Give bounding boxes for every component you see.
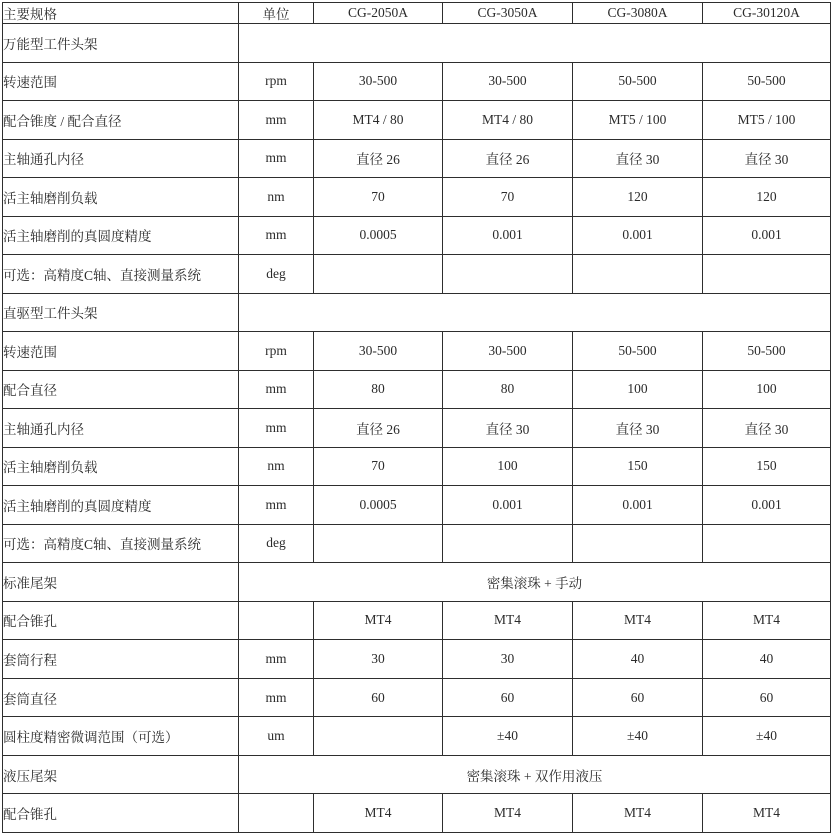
- header-model-cg2050a: CG-2050A: [314, 3, 443, 24]
- row-label: 配合锥度 / 配合直径: [3, 101, 239, 140]
- value-cell: [573, 255, 703, 294]
- row-label: 可选：高精度C轴、直接测量系统: [3, 524, 239, 563]
- table-row: [3, 409, 831, 448]
- value-cell: ±40: [703, 717, 831, 756]
- value-cell: 0.001: [443, 486, 573, 525]
- value-cell: 直径 30: [573, 139, 703, 178]
- table-row: [3, 216, 831, 255]
- row-label: 万能型工件头架: [3, 24, 239, 63]
- value-cell: MT4: [443, 601, 573, 640]
- value-cell: 150: [703, 447, 831, 486]
- row-label: 配合锥孔: [3, 794, 239, 833]
- row-label: 可选：高精度C轴、直接测量系统: [3, 255, 239, 294]
- row-label: 活主轴磨削负载: [3, 447, 239, 486]
- section-row: [3, 755, 831, 794]
- value-cell: [443, 255, 573, 294]
- unit-cell: [239, 794, 314, 833]
- value-cell: 直径 30: [703, 139, 831, 178]
- value-cell: 60: [703, 678, 831, 717]
- row-label: 转速范围: [3, 332, 239, 371]
- section-row: [3, 563, 831, 602]
- unit-cell: mm: [239, 409, 314, 448]
- value-cell: 60: [443, 678, 573, 717]
- unit-cell: [239, 601, 314, 640]
- value-cell: 50-500: [703, 332, 831, 371]
- value-cell: ±40: [443, 717, 573, 756]
- row-label: 转速范围: [3, 62, 239, 101]
- value-cell: MT4: [443, 794, 573, 833]
- value-cell: 80: [443, 370, 573, 409]
- value-cell: 0.001: [703, 486, 831, 525]
- row-label: 配合锥孔: [3, 601, 239, 640]
- table-row: [3, 601, 831, 640]
- value-cell: MT4 / 80: [314, 101, 443, 140]
- table-row: [3, 370, 831, 409]
- value-cell: MT4: [314, 601, 443, 640]
- value-cell: 0.001: [703, 216, 831, 255]
- table-row: [3, 255, 831, 294]
- section-merged-cell: 密集滚珠 + 双作用液压: [239, 755, 831, 794]
- value-cell: 0.001: [443, 216, 573, 255]
- value-cell: 40: [573, 640, 703, 679]
- value-cell: 150: [573, 447, 703, 486]
- value-cell: [703, 524, 831, 563]
- value-cell: 60: [573, 678, 703, 717]
- value-cell: [703, 255, 831, 294]
- value-cell: 120: [573, 178, 703, 217]
- value-cell: 30: [443, 640, 573, 679]
- value-cell: 120: [703, 178, 831, 217]
- value-cell: 0.001: [573, 486, 703, 525]
- row-label: 套筒行程: [3, 640, 239, 679]
- row-label: 套筒直径: [3, 678, 239, 717]
- table-row: [3, 139, 831, 178]
- value-cell: 0.001: [573, 216, 703, 255]
- value-cell: [443, 524, 573, 563]
- value-cell: 30-500: [314, 62, 443, 101]
- value-cell: 直径 30: [703, 409, 831, 448]
- row-label: 活主轴磨削的真圆度精度: [3, 486, 239, 525]
- value-cell: MT5 / 100: [703, 101, 831, 140]
- unit-cell: mm: [239, 640, 314, 679]
- unit-cell: rpm: [239, 332, 314, 371]
- value-cell: MT4: [573, 601, 703, 640]
- unit-cell: mm: [239, 216, 314, 255]
- unit-cell: rpm: [239, 62, 314, 101]
- value-cell: 100: [703, 370, 831, 409]
- value-cell: MT4: [703, 601, 831, 640]
- unit-cell: mm: [239, 486, 314, 525]
- header-model-cg3080a: CG-3080A: [573, 3, 703, 24]
- header-model-cg30120a: CG-30120A: [703, 3, 831, 24]
- value-cell: [314, 255, 443, 294]
- spec-table-body: [3, 24, 831, 833]
- header-row: [3, 3, 831, 24]
- value-cell: 80: [314, 370, 443, 409]
- value-cell: MT4: [573, 794, 703, 833]
- value-cell: 70: [314, 447, 443, 486]
- value-cell: [314, 524, 443, 563]
- value-cell: 60: [314, 678, 443, 717]
- table-row: [3, 486, 831, 525]
- table-row: [3, 447, 831, 486]
- unit-cell: deg: [239, 255, 314, 294]
- unit-cell: mm: [239, 101, 314, 140]
- value-cell: MT4 / 80: [443, 101, 573, 140]
- row-label: 直驱型工件头架: [3, 293, 239, 332]
- value-cell: 100: [443, 447, 573, 486]
- unit-cell: mm: [239, 678, 314, 717]
- value-cell: 70: [314, 178, 443, 217]
- unit-cell: mm: [239, 139, 314, 178]
- table-row: [3, 717, 831, 756]
- section-merged-cell: [239, 24, 831, 63]
- row-label: 标准尾架: [3, 563, 239, 602]
- table-row: [3, 678, 831, 717]
- table-row: [3, 524, 831, 563]
- table-row: [3, 178, 831, 217]
- header-main-spec: 主要规格: [3, 3, 239, 24]
- value-cell: 70: [443, 178, 573, 217]
- value-cell: 50-500: [573, 332, 703, 371]
- row-label: 活主轴磨削的真圆度精度: [3, 216, 239, 255]
- value-cell: ±40: [573, 717, 703, 756]
- section-merged-cell: [239, 293, 831, 332]
- value-cell: 直径 26: [314, 139, 443, 178]
- row-label: 主轴通孔内径: [3, 139, 239, 178]
- value-cell: 直径 30: [573, 409, 703, 448]
- unit-cell: nm: [239, 447, 314, 486]
- table-row: [3, 101, 831, 140]
- value-cell: 直径 26: [443, 139, 573, 178]
- value-cell: 50-500: [573, 62, 703, 101]
- unit-cell: mm: [239, 370, 314, 409]
- value-cell: 40: [703, 640, 831, 679]
- value-cell: 30-500: [314, 332, 443, 371]
- value-cell: MT4: [314, 794, 443, 833]
- value-cell: 100: [573, 370, 703, 409]
- table-row: [3, 640, 831, 679]
- table-row: [3, 794, 831, 833]
- row-label: 主轴通孔内径: [3, 409, 239, 448]
- section-row: [3, 293, 831, 332]
- section-merged-cell: 密集滚珠 + 手动: [239, 563, 831, 602]
- spec-table: [2, 2, 831, 833]
- table-row: [3, 332, 831, 371]
- value-cell: [314, 717, 443, 756]
- value-cell: 30-500: [443, 62, 573, 101]
- value-cell: 30: [314, 640, 443, 679]
- unit-cell: nm: [239, 178, 314, 217]
- row-label: 配合直径: [3, 370, 239, 409]
- unit-cell: um: [239, 717, 314, 756]
- value-cell: 直径 26: [314, 409, 443, 448]
- value-cell: 50-500: [703, 62, 831, 101]
- row-label: 圆柱度精密微调范围（可选）: [3, 717, 239, 756]
- header-model-cg3050a: CG-3050A: [443, 3, 573, 24]
- value-cell: MT5 / 100: [573, 101, 703, 140]
- row-label: 活主轴磨削负载: [3, 178, 239, 217]
- row-label: 液压尾架: [3, 755, 239, 794]
- unit-cell: deg: [239, 524, 314, 563]
- section-row: [3, 24, 831, 63]
- value-cell: 0.0005: [314, 486, 443, 525]
- value-cell: MT4: [703, 794, 831, 833]
- value-cell: 30-500: [443, 332, 573, 371]
- table-row: [3, 62, 831, 101]
- value-cell: 直径 30: [443, 409, 573, 448]
- value-cell: 0.0005: [314, 216, 443, 255]
- header-unit: 单位: [239, 3, 314, 24]
- value-cell: [573, 524, 703, 563]
